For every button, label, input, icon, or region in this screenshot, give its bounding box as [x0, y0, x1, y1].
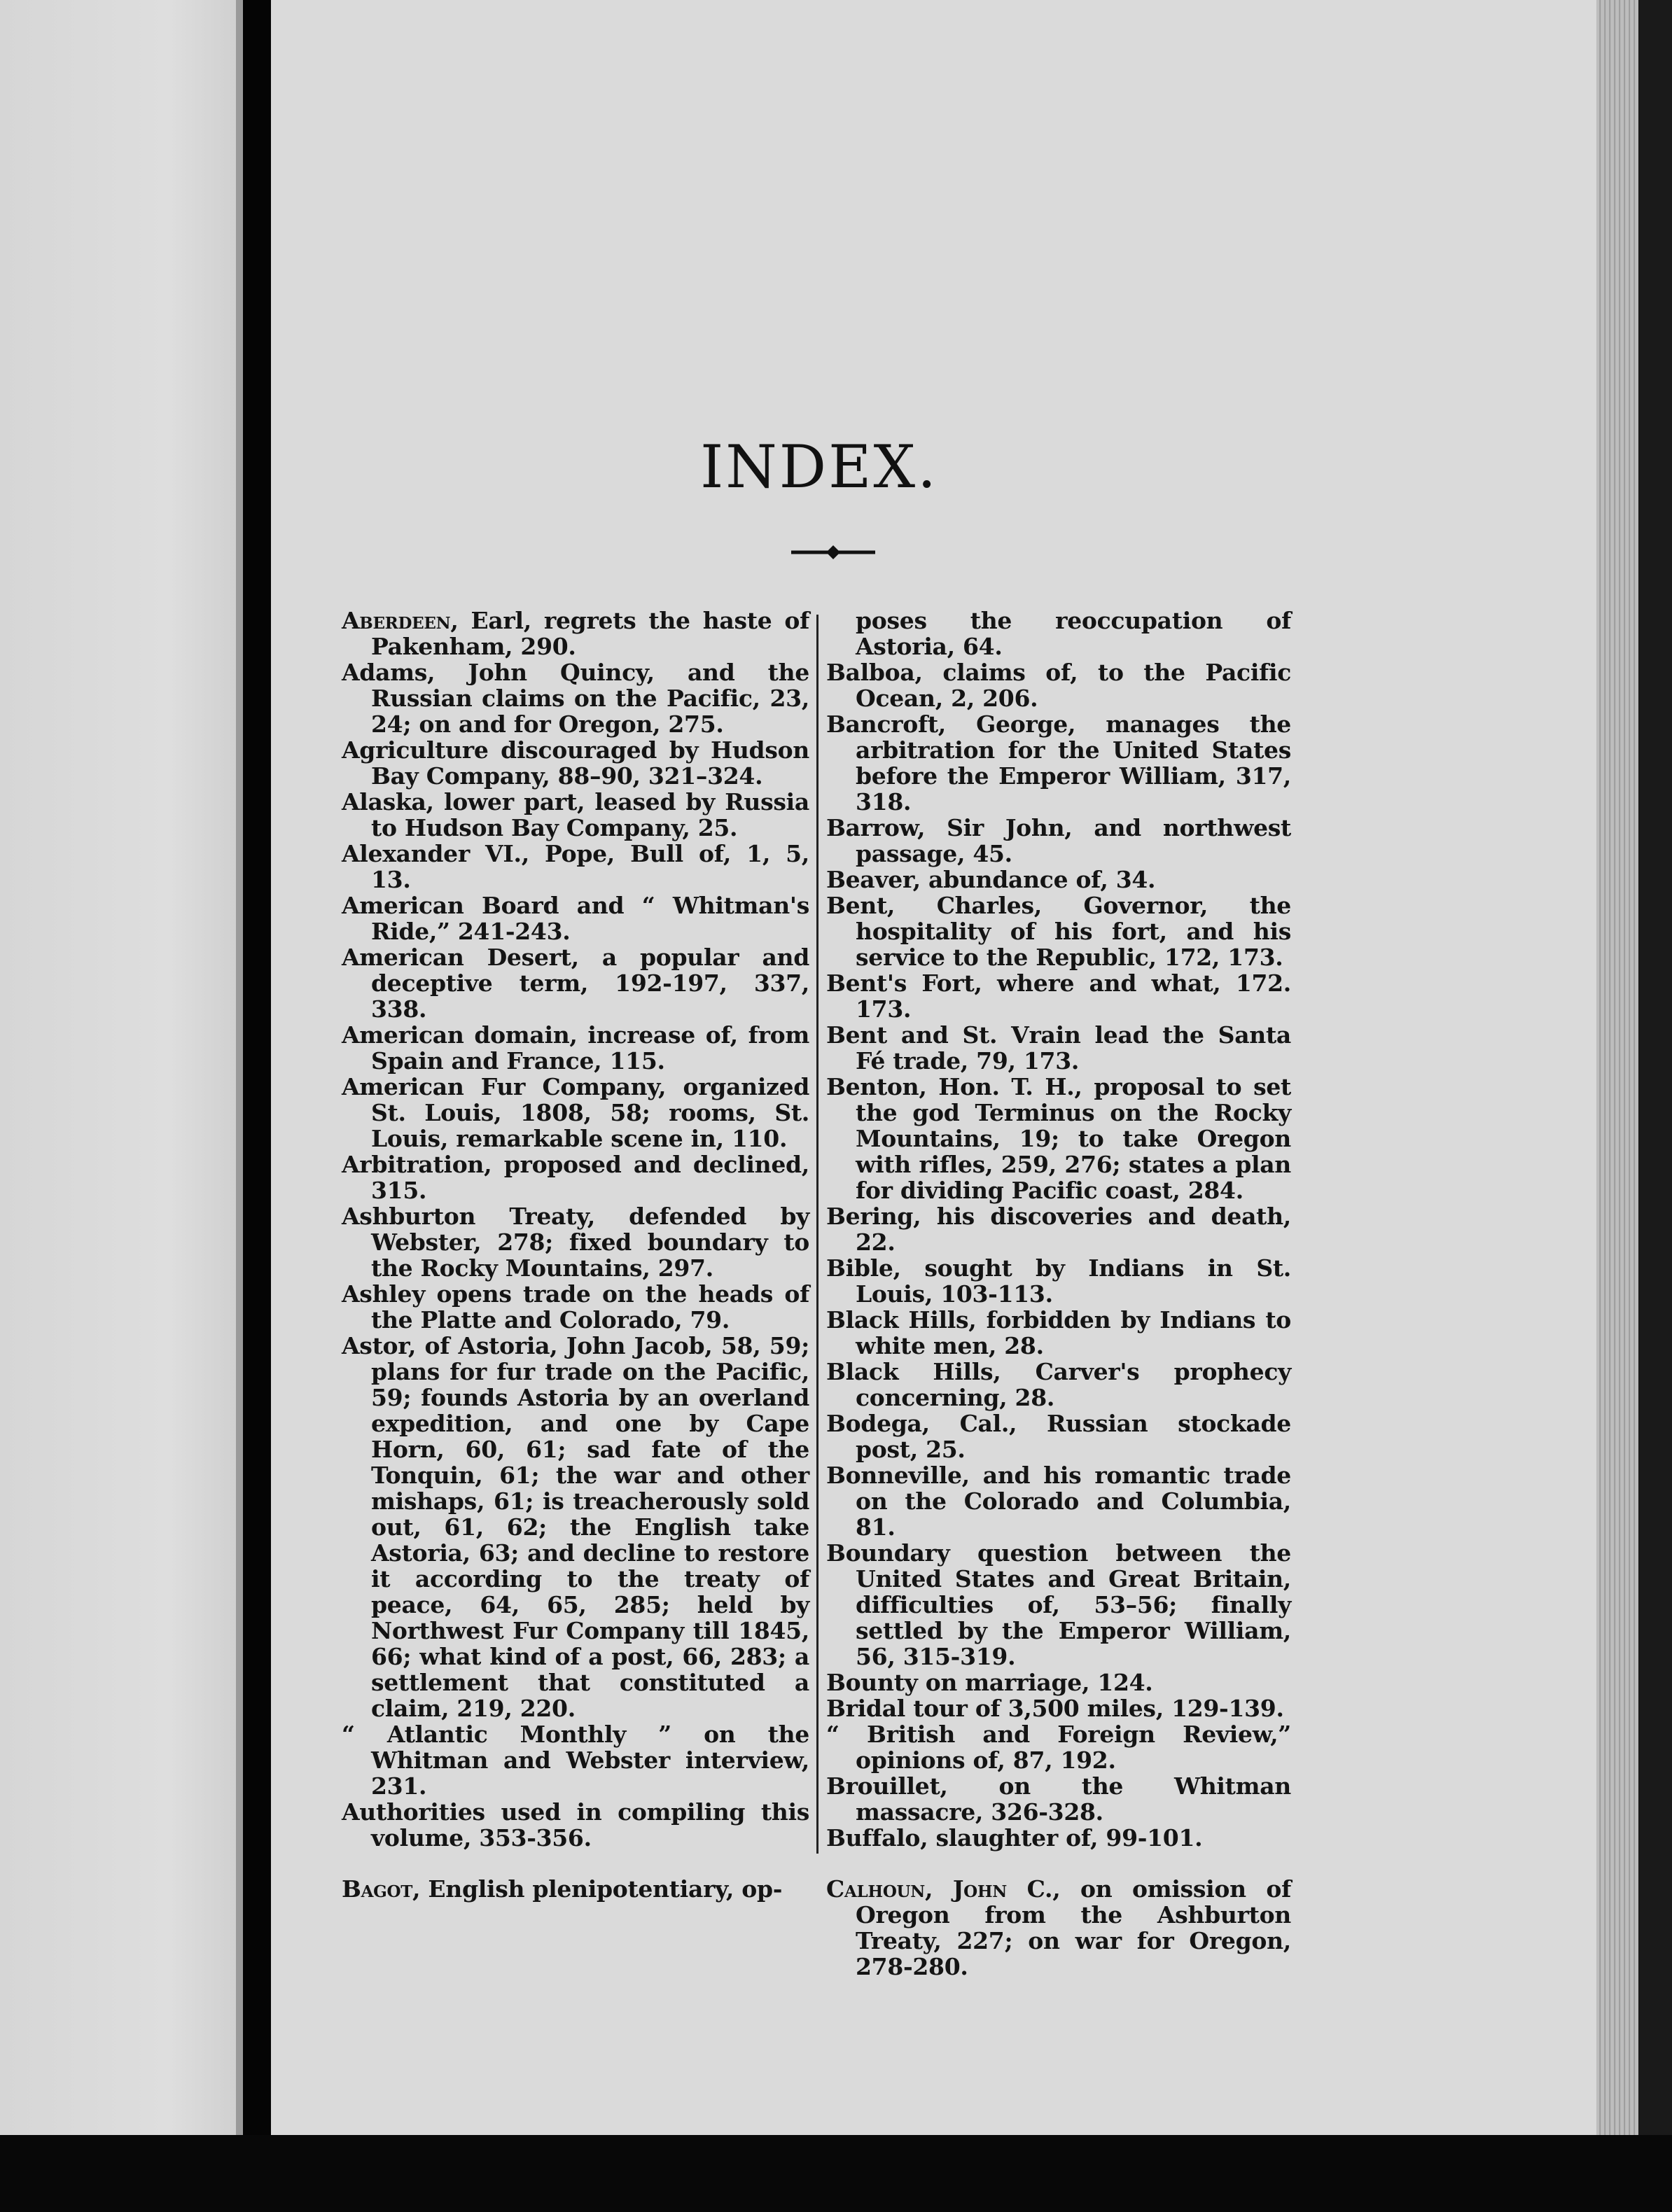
- index-entry: “ British and Foreign Review,” opinions of, 87, 192.: [826, 1721, 1291, 1774]
- index-entry: Bagot, English plenipotentiary, op-: [342, 1875, 783, 1903]
- index-entry: Alexander VI., Pope, Bull of, 1, 5, 13.: [342, 840, 809, 893]
- index-entry: Brouillet, on the Whitman massacre, 326-328.: [826, 1772, 1291, 1826]
- index-entry: Alaska, lower part, leased by Russia to Hudson Bay Company, 25.: [342, 788, 809, 841]
- title-ornament-rule: [791, 543, 875, 561]
- scan-bottom-border: [0, 2135, 1672, 2212]
- previous-page-margin: [0, 0, 242, 2135]
- index-entry: Calhoun, John C., on omission of Oregon from the Ashburton Treaty, 227; on war for Oregon, 278-280.: [826, 1875, 1292, 1980]
- index-entry: Astor, of Astoria, John Jacob, 58, 59; plans for fur trade on the Pacific, 59; founds Astoria by an overland expedition, and one by Cape Horn, 60, 61; sad fate of the Tonquin, 61; the war and other mishaps, 61; is treacherously sold out, 61, 62; the English take Astoria, 63; and decline to restore it according to the treaty of peace, 64, 65, 285; held by Northwest Fur Company till 1845, 66; what kind of a post, 66, 283; a settlement that constituted a claim, 219, 220.: [342, 1332, 809, 1722]
- index-entry: Bodega, Cal., Russian stockade post, 25.: [826, 1410, 1291, 1463]
- index-entry: Ashburton Treaty, defended by Webster, 278; fixed boundary to the Rocky Mountains, 297.: [342, 1203, 809, 1282]
- index-entry: Black Hills, Carver's prophecy concerning, 28.: [826, 1358, 1291, 1411]
- page-stack-edge: [1596, 0, 1638, 2156]
- index-entry: Adams, John Quincy, and the Russian claims on the Pacific, 23, 24; on and for Oregon, 275.: [342, 659, 809, 738]
- index-entry: Bering, his discoveries and death, 22.: [826, 1203, 1291, 1256]
- index-entry: Bent and St. Vrain lead the Santa Fé trade, 79, 173.: [826, 1021, 1291, 1074]
- index-entry: Bible, sought by Indians in St. Louis, 103-113.: [826, 1254, 1291, 1308]
- index-entry: Bent's Fort, where and what, 172. 173.: [826, 969, 1291, 1023]
- index-entry: American domain, increase of, from Spain and France, 115.: [342, 1021, 809, 1074]
- index-entry: Bancroft, George, manages the arbitration for the United States before the Emperor William, 317, 318.: [826, 710, 1291, 816]
- index-entry: “ Atlantic Monthly ” on the Whitman and Webster interview, 231.: [342, 1721, 809, 1800]
- index-entry-continuation: poses the reoccupation of Astoria, 64.: [856, 607, 1291, 660]
- index-entry: Benton, Hon. T. H., proposal to set the god Terminus on the Rocky Mountains, 19; to take Oregon with rifles, 259, 276; states a plan for dividing Pacific coast, 284.: [826, 1073, 1291, 1204]
- index-entry: Boundary question between the United States and Great Britain, difficulties of, 53–56; finally settled by the Emperor William, 56, 315-319.: [826, 1539, 1291, 1670]
- index-entry: Bridal tour of 3,500 miles, 129-139.: [826, 1695, 1284, 1722]
- index-entry: Bonneville, and his romantic trade on the Colorado and Columbia, 81.: [826, 1462, 1291, 1541]
- scan-right-border: [1638, 0, 1672, 2212]
- index-entry: Agriculture discouraged by Hudson Bay Company, 88–90, 321–324.: [342, 736, 809, 790]
- index-entry: Aberdeen, Earl, regrets the haste of Pakenham, 290.: [342, 607, 809, 660]
- book-gutter: [243, 0, 271, 2212]
- index-entry: Balboa, claims of, to the Pacific Ocean, 2, 206.: [826, 659, 1291, 712]
- index-entry: American Fur Company, organized St. Louis, 1808, 58; rooms, St. Louis, remarkable scene in, 110.: [342, 1073, 809, 1152]
- index-entry: Bent, Charles, Governor, the hospitality of his fort, and his service to the Republic, 172, 173.: [826, 892, 1291, 971]
- page-title: INDEX.: [700, 433, 938, 501]
- previous-page-edge: [236, 0, 243, 2135]
- index-column-left: [342, 608, 809, 1902]
- index-entry: Arbitration, proposed and declined, 315.: [342, 1151, 809, 1204]
- index-entry: American Board and “ Whitman's Ride,” 241-243.: [342, 892, 809, 945]
- index-entry: Beaver, abundance of, 34.: [826, 866, 1156, 893]
- index-entry: Ashley opens trade on the heads of the Platte and Colorado, 79.: [342, 1280, 809, 1334]
- index-entry: Black Hills, forbidden by Indians to white men, 28.: [826, 1306, 1291, 1359]
- index-entry: American Desert, a popular and deceptive term, 192-197, 337, 338.: [342, 944, 809, 1023]
- index-entry: Authorities used in compiling this volume, 353-356.: [342, 1798, 809, 1851]
- index-entry: Bounty on marriage, 124.: [826, 1669, 1153, 1696]
- index-column-right: [826, 608, 1291, 1980]
- column-divider: [816, 615, 818, 1854]
- index-entry: Buffalo, slaughter of, 99-101.: [826, 1824, 1203, 1851]
- index-entry: Barrow, Sir John, and northwest passage, 45.: [826, 814, 1291, 867]
